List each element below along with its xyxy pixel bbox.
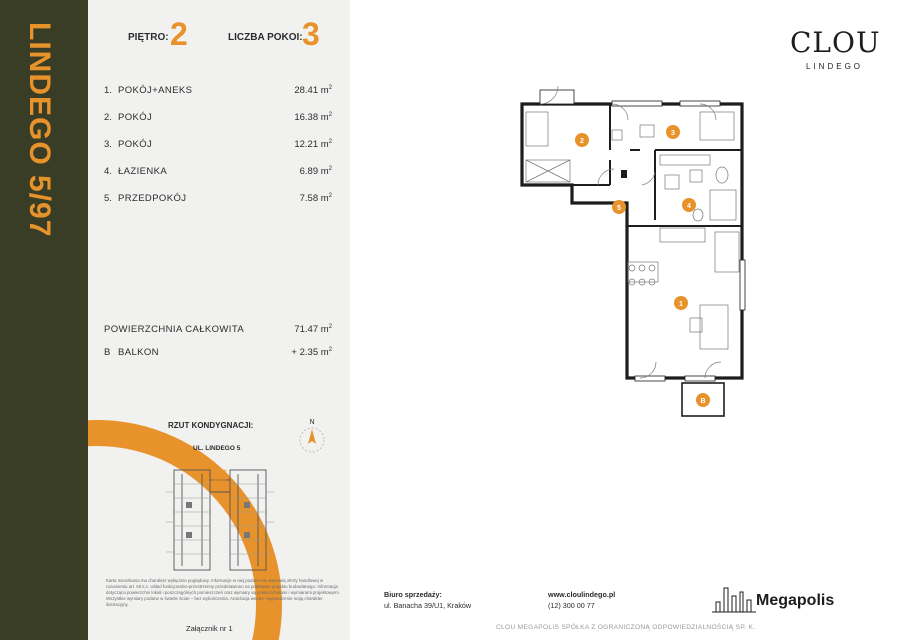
room-row <box>104 193 332 207</box>
floor-label: PIĘTRO: <box>128 32 169 43</box>
room-marker-label: 2 <box>580 138 584 145</box>
room-number: 1. <box>104 85 112 96</box>
rooms-count-value: 3 <box>302 16 320 52</box>
sales-office-label: Biuro sprzedaży: <box>384 590 442 599</box>
unit-superscript: 2 <box>328 139 332 145</box>
unit-superscript: 2 <box>328 112 332 118</box>
sidebar-band <box>0 0 88 640</box>
unit-superscript: 2 <box>328 324 332 330</box>
unit-superscript: 2 <box>328 166 332 172</box>
room-area: 12.21 m <box>294 139 329 150</box>
room-row <box>104 139 332 153</box>
room-marker-label: 3 <box>671 130 675 137</box>
total-area-label: POWIERZCHNIA CAŁKOWITA <box>104 324 245 335</box>
room-number: 3. <box>104 139 112 150</box>
room-row <box>104 166 332 180</box>
room-number: 5. <box>104 193 112 204</box>
room-area: 16.38 m <box>294 112 329 123</box>
room-marker-label: 1 <box>679 301 683 308</box>
sales-office-address: ul. Banacha 39/U1, Kraków <box>384 601 472 610</box>
room-number: 2. <box>104 112 112 123</box>
room-name: POKÓJ+ANEKS <box>118 85 193 96</box>
room-area: 7.58 m <box>299 193 329 204</box>
unit-superscript: 2 <box>328 193 332 199</box>
floorplan-section-title: RZUT KONDYGNACJI: <box>168 421 254 430</box>
room-marker-label: 4 <box>687 203 691 210</box>
room-row <box>104 85 332 99</box>
room-name: POKÓJ <box>118 112 153 123</box>
rooms-count-label: LICZBA POKOI: <box>228 32 303 43</box>
street-label: UL. LINDEGO 5 <box>193 445 241 452</box>
annex-label: Załącznik nr 1 <box>186 624 233 633</box>
unit-superscript: 2 <box>328 347 332 353</box>
balcony-name: BALKON <box>118 347 159 358</box>
room-area: 6.89 m <box>299 166 329 177</box>
floor-value: 2 <box>170 16 188 52</box>
room-number: 4. <box>104 166 112 177</box>
developer-logo: Megapolis <box>756 592 835 609</box>
room-row <box>104 112 332 126</box>
room-marker-label: 5 <box>617 205 621 212</box>
clou-logo: CLOU <box>790 26 881 59</box>
balcony-row <box>104 347 332 361</box>
skyline-icon <box>712 584 756 614</box>
unit-superscript: 2 <box>328 85 332 91</box>
room-name: PRZEDPOKÓJ <box>118 193 187 204</box>
apartment-title: LINDEGO 5/97 <box>23 22 56 238</box>
room-marker-label: B <box>700 398 706 405</box>
apartment-floorplan <box>515 80 750 420</box>
building-keyplan <box>160 462 290 578</box>
total-area-value: 71.47 m <box>294 324 329 335</box>
clou-logo-subtitle: LINDEGO <box>806 62 864 71</box>
total-area-row <box>104 324 332 338</box>
compass-letter: N <box>309 419 315 426</box>
company-name: CLOU MEGAPOLIS SPÓŁKA Z OGRANICZONĄ ODPOWIEDZIALNOŚCIĄ SP. K. <box>496 624 756 631</box>
compass-icon <box>296 416 328 462</box>
balcony-area: + 2.35 m <box>291 347 329 358</box>
room-name: POKÓJ <box>118 139 153 150</box>
room-area: 28.41 m <box>294 85 329 96</box>
website-link[interactable]: www.cloulindego.pl <box>548 590 616 599</box>
balcony-marker: B <box>104 347 111 358</box>
phone-number[interactable]: (12) 300 00 77 <box>548 601 595 610</box>
disclaimer-text: Karta mieszkania ma charakter wyłącznie poglądowy. Informacje w niej podane nie stanowią oferty handlowej w rozumieniu art. 66 k.c. Układ funkcjonalno-przestrzenny przedstawiono na podstawie projektu budowlanego. Informacja dotycząca powierzchni lokali i poszczególnych pomieszczeń oraz wymiary są powierzchniami i wymiarami projektowymi. Wszystkie wymiary podane w świetle ścian – bez wykończenia. Aranżacja wnętrz i wyposażenie mają charakter ilustracyjny. <box>106 578 340 607</box>
room-name: ŁAZIENKA <box>118 166 168 177</box>
